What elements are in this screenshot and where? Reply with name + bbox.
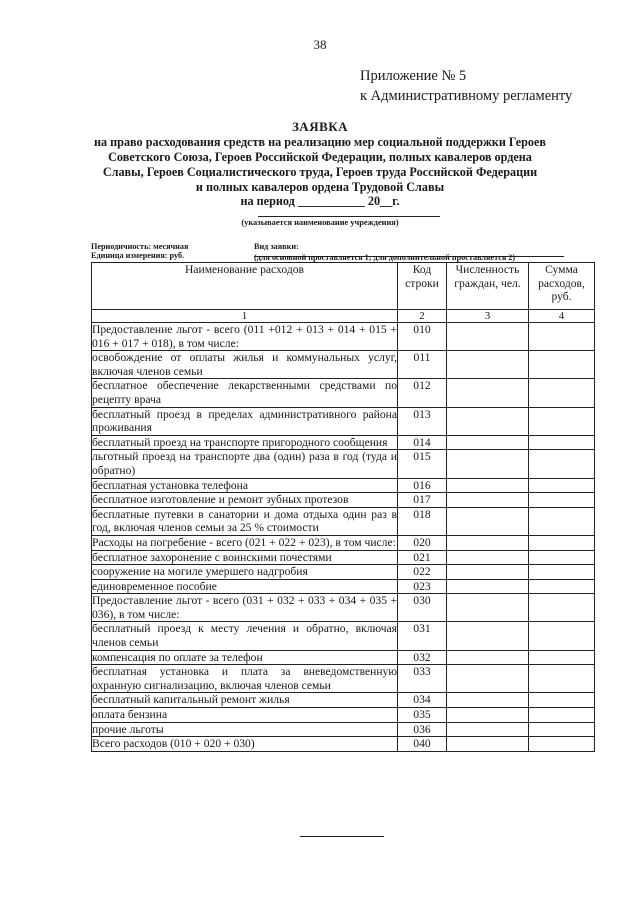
expense-name-cell: оплата бензина — [92, 708, 398, 723]
table-row — [92, 565, 595, 580]
expense-sum-input[interactable] — [529, 708, 595, 723]
table-row — [92, 435, 595, 450]
line-code-cell: 021 — [398, 550, 447, 565]
header-citizen-count: Численность граждан, чел. — [447, 263, 529, 310]
table-row — [92, 535, 595, 550]
column-number: 2 — [398, 310, 447, 323]
citizen-count-input[interactable] — [447, 478, 529, 493]
line-code-cell: 032 — [398, 650, 447, 665]
expense-sum-input[interactable] — [529, 535, 595, 550]
expense-sum-input[interactable] — [529, 594, 595, 622]
request-type-label: Вид заявки: — [254, 242, 299, 251]
expense-sum-input[interactable] — [529, 693, 595, 708]
table-row — [92, 708, 595, 723]
expense-name-cell: освобождение от оплаты жилья и коммунальных услуг, включая членов семьи — [92, 351, 397, 378]
unit-label: Единица измерения: руб. — [91, 251, 185, 260]
table-row — [92, 450, 595, 478]
citizen-count-input[interactable] — [447, 407, 529, 435]
expense-name-cell: Всего расходов (010 + 020 + 030) — [92, 737, 398, 752]
form-subtitle-line: Советского Союза, Героев Российской Федерации, полных кавалеров ордена — [108, 150, 532, 164]
citizen-count-input[interactable] — [447, 493, 529, 508]
citizen-count-input[interactable] — [447, 565, 529, 580]
line-code-cell: 030 — [398, 594, 447, 622]
expense-name-cell: бесплатный проезд в пределах административного района проживания — [92, 407, 397, 435]
citizen-count-input[interactable] — [447, 351, 529, 379]
header-line-code: Код строки — [398, 263, 447, 310]
expense-sum-input[interactable] — [529, 565, 595, 580]
expense-sum-input[interactable] — [529, 351, 595, 379]
line-code-cell: 010 — [398, 323, 447, 351]
line-code-cell: 034 — [398, 693, 447, 708]
expense-sum-input[interactable] — [529, 550, 595, 565]
request-type-hint: (для основной проставляется 1; для дополнительной проставляется 2) — [254, 253, 516, 262]
table-row — [92, 550, 595, 565]
line-code-cell: 036 — [398, 722, 447, 737]
table-row — [92, 737, 595, 752]
table-body — [92, 323, 595, 752]
bottom-rule — [300, 836, 384, 837]
citizen-count-input[interactable] — [447, 579, 529, 594]
table-row — [92, 693, 595, 708]
expense-sum-input[interactable] — [529, 737, 595, 752]
header-expense-sum: Сумма расходов, руб. — [529, 263, 595, 310]
table-row — [92, 351, 595, 379]
expense-name-cell: бесплатная установка телефона — [92, 478, 398, 493]
expense-table — [91, 262, 595, 752]
form-subtitle-line: на право расходования средств на реализацию мер социальной поддержки Героев — [94, 135, 546, 149]
citizen-count-input[interactable] — [447, 708, 529, 723]
expense-name-cell: единовременное пособие — [92, 579, 398, 594]
expense-name-cell: бесплатные путевки в санатории и дома отдыха один раз в год, включая членов семьи за 25 % стоимости — [92, 507, 397, 535]
table-row — [92, 579, 595, 594]
citizen-count-input[interactable] — [447, 435, 529, 450]
expense-sum-input[interactable] — [529, 507, 595, 535]
line-code-cell: 014 — [398, 435, 447, 450]
citizen-count-input[interactable] — [447, 722, 529, 737]
citizen-count-input[interactable] — [447, 693, 529, 708]
expense-sum-input[interactable] — [529, 579, 595, 594]
expense-name-cell: бесплатное обеспечение лекарственными средствами по рецепту врача — [92, 379, 397, 406]
table-row — [92, 478, 595, 493]
expense-sum-input[interactable] — [529, 665, 595, 693]
period-field: на период ___________ 20__г. — [240, 194, 400, 208]
expense-name-cell: Предоставление льгот - всего (031 + 032 + 033 + 034 + 035 + 036), в том числе: — [92, 594, 397, 621]
line-code-cell: 011 — [398, 351, 447, 379]
column-number: 3 — [447, 310, 529, 323]
expense-name-cell: Предоставление льгот - всего (011 +012 + 013 + 014 + 015 + 016 + 017 + 018), в том числе: — [92, 323, 397, 350]
line-code-cell: 018 — [398, 507, 447, 535]
expense-sum-input[interactable] — [529, 493, 595, 508]
citizen-count-input[interactable] — [447, 507, 529, 535]
column-number: 4 — [529, 310, 595, 323]
expense-name-cell: бесплатное изготовление и ремонт зубных протезов — [92, 493, 398, 508]
table-row — [92, 493, 595, 508]
form-title: ЗАЯВКА — [291, 119, 349, 134]
line-code-cell: 017 — [398, 493, 447, 508]
column-number-row — [92, 310, 595, 323]
appendix-reference: к Административному регламенту — [360, 88, 573, 104]
form-subtitle-line: и полных кавалеров ордена Трудовой Славы — [195, 180, 445, 194]
expense-sum-input[interactable] — [529, 622, 595, 650]
institution-underline — [258, 216, 440, 217]
line-code-cell: 023 — [398, 579, 447, 594]
line-code-cell: 015 — [398, 450, 447, 478]
citizen-count-input[interactable] — [447, 737, 529, 752]
line-code-cell: 033 — [398, 665, 447, 693]
line-code-cell: 020 — [398, 535, 447, 550]
expense-name-cell: бесплатное захоронение с воинскими почестями — [92, 550, 398, 565]
form-subtitle-line: Славы, Героев Социалистического труда, Героев труда Российской Федерации — [102, 165, 538, 179]
expense-name-cell: льготный проезд на транспорте два (один) раза в год (туда и обратно) — [92, 450, 397, 477]
table-row — [92, 507, 595, 535]
line-code-cell: 040 — [398, 737, 447, 752]
expense-sum-input[interactable] — [529, 407, 595, 435]
institution-hint: (указывается наименование учреждения) — [241, 218, 399, 227]
citizen-count-input[interactable] — [447, 450, 529, 478]
expense-sum-input[interactable] — [529, 379, 595, 407]
line-code-cell: 031 — [398, 622, 447, 650]
line-code-cell: 022 — [398, 565, 447, 580]
expense-sum-input[interactable] — [529, 450, 595, 478]
appendix-number: Приложение № 5 — [360, 68, 467, 84]
citizen-count-input[interactable] — [447, 594, 529, 622]
expense-name-cell: Расходы на погребение - всего (021 + 022 + 023), в том числе: — [92, 535, 396, 549]
periodicity-label: Периодичность: месячная — [91, 242, 189, 251]
citizen-count-input[interactable] — [447, 550, 529, 565]
expense-sum-input[interactable] — [529, 323, 595, 351]
citizen-count-input[interactable] — [447, 379, 529, 407]
line-code-cell: 012 — [398, 379, 447, 407]
table-row — [92, 407, 595, 435]
table-row — [92, 665, 595, 693]
line-code-cell: 035 — [398, 708, 447, 723]
table-row — [92, 379, 595, 407]
expense-name-cell: прочие льготы — [92, 722, 398, 737]
line-code-cell: 016 — [398, 478, 447, 493]
citizen-count-input[interactable] — [447, 650, 529, 665]
line-code-cell: 013 — [398, 407, 447, 435]
page-number: 38 — [313, 37, 327, 52]
expense-sum-input[interactable] — [529, 722, 595, 737]
expense-sum-input[interactable] — [529, 650, 595, 665]
citizen-count-input[interactable] — [447, 323, 529, 351]
citizen-count-input[interactable] — [447, 535, 529, 550]
table-header-row — [92, 263, 595, 310]
expense-name-cell: бесплатный проезд на транспорте пригородного сообщения — [92, 435, 398, 450]
table-row — [92, 594, 595, 622]
expense-sum-input[interactable] — [529, 435, 595, 450]
table-row — [92, 722, 595, 737]
table-row — [92, 650, 595, 665]
table-row — [92, 622, 595, 650]
column-number: 1 — [92, 310, 398, 323]
table-row — [92, 323, 595, 351]
expense-name-cell: бесплатный проезд к месту лечения и обратно, включая членов семьи — [92, 622, 397, 650]
citizen-count-input[interactable] — [447, 665, 529, 693]
expense-name-cell: компенсация по оплате за телефон — [92, 650, 398, 665]
header-expense-name: Наименование расходов — [92, 263, 398, 310]
expense-name-cell: бесплатный капитальный ремонт жилья — [92, 693, 398, 708]
expense-name-cell: бесплатная установка и плата за вневедомственную охранную сигнализацию, включая членов семьи — [92, 665, 397, 692]
expense-sum-input[interactable] — [529, 478, 595, 493]
expense-name-cell: сооружение на могиле умершего надгробия — [92, 565, 398, 580]
citizen-count-input[interactable] — [447, 622, 529, 650]
